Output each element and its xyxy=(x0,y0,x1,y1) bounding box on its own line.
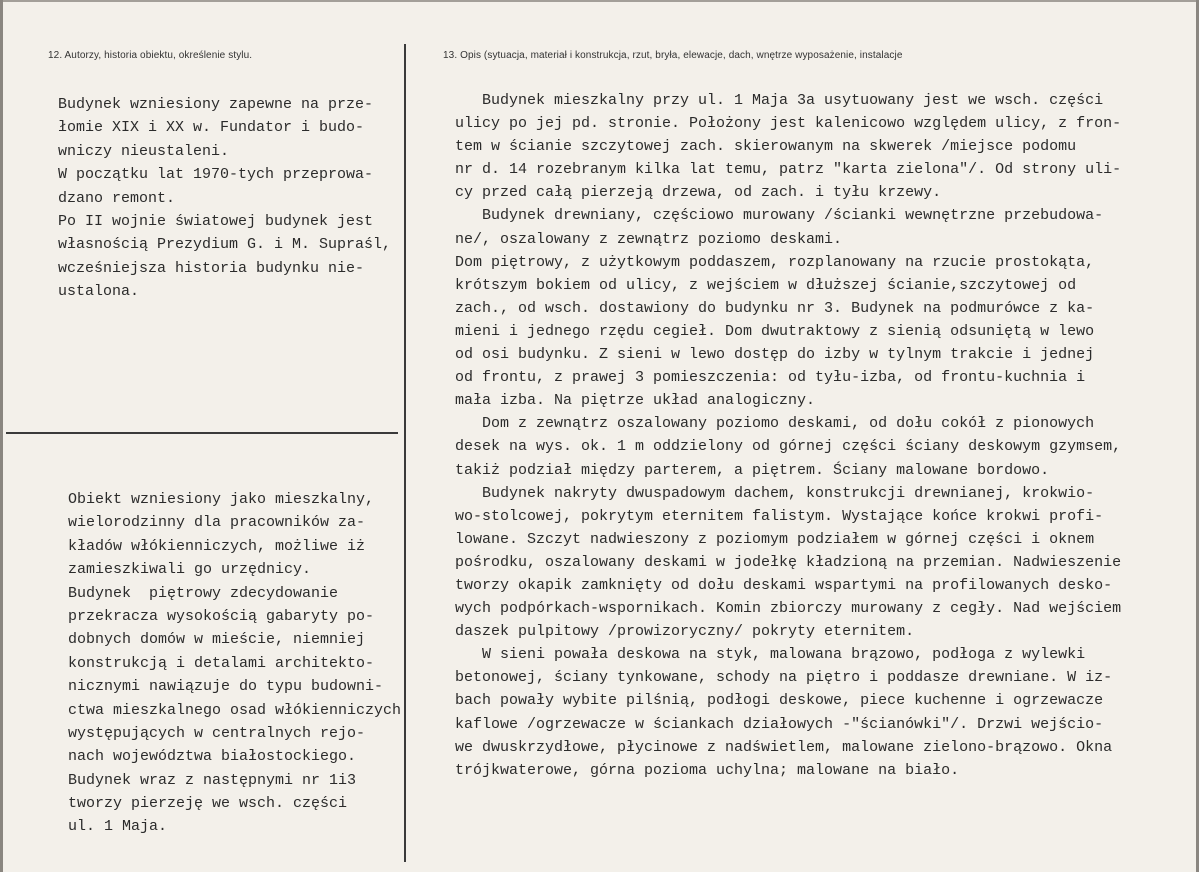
text-line: Budynek piętrowy zdecydowanie xyxy=(68,584,339,602)
text-line: wniczy nieustaleni. xyxy=(58,142,230,160)
text-line: zamieszkiwali go urzędnicy. xyxy=(68,561,312,579)
text-line: pośrodku, oszalowany deskami w jodełkę kładzioną na przemian. Nadwieszenie xyxy=(455,553,1122,571)
text-line: dzano remont. xyxy=(58,189,176,207)
text-line: zach., od wsch. dostawiony do budynku nr 3. Budynek na podmurówce z ka- xyxy=(455,299,1095,317)
history-text-block xyxy=(58,93,391,304)
text-line: własnością Prezydium G. i M. Supraśl, xyxy=(58,236,392,254)
text-line: od frontu, z prawej 3 pomieszczenia: od tyłu-izba, od frontu-kuchnia i xyxy=(455,369,1086,387)
text-line: ulicy po jej pd. stronie. Położony jest kalenicowo względem ulicy, z fron- xyxy=(455,115,1122,133)
text-line: Dom z zewnątrz oszalowany poziomo deskami, od dołu cokół z pionowych xyxy=(455,415,1095,433)
text-line: mieni i jednego rzędu cegieł. Dom dwutraktowy z sienią odsuniętą w lewo xyxy=(455,322,1095,340)
text-line: Budynek wraz z następnymi nr 1i3 xyxy=(68,771,357,789)
text-line: ne/, oszalowany z zewnątrz poziomo deskami. xyxy=(455,230,843,248)
text-line: desek na wys. ok. 1 m oddzielony od górnej części ściany deskowym gzymsem, xyxy=(455,438,1122,456)
sheet-top-edge xyxy=(0,0,1199,2)
text-line: dobnych domów w mieście, niemniej xyxy=(68,631,366,649)
text-line: nach województwa białostockiego. xyxy=(68,748,357,766)
text-line: W sieni powała deskowa na styk, malowana brązowo, podłoga z wylewki xyxy=(455,646,1086,664)
text-line: bach powały wybite pilśnią, podłogi deskowe, piece kuchenne i ogrzewacze xyxy=(455,692,1104,710)
text-line: Dom piętrowy, z użytkowym poddaszem, rozplanowany na rzucie prostokąta, xyxy=(455,253,1095,271)
text-line: trójkwaterowe, górna pozioma uchylna; malowane na biało. xyxy=(455,761,960,779)
text-line: we dwuskrzydłowe, płycinowe z nadświetlem, malowane zielono-brązowo. Okna xyxy=(455,738,1113,756)
text-line: betonowej, ściany tynkowane, schody na piętro i poddasze drewniane. W iz- xyxy=(455,669,1113,687)
text-line: wo-stolcowej, pokrytym eternitem falistym. Wystające końce krokwi profi- xyxy=(455,507,1104,525)
text-line: Budynek nakryty dwuspadowym dachem, konstrukcji drewnianej, krokwio- xyxy=(455,484,1095,502)
text-line: tworzy pierzeję we wsch. części xyxy=(68,795,348,813)
section-divider xyxy=(6,432,398,434)
text-line: tworzy okapik zamknięty od dołu deskami wspartymi na profilowanych desko- xyxy=(455,576,1113,594)
text-line: Budynek mieszkalny przy ul. 1 Maja 3a usytuowany jest we wsch. części xyxy=(455,92,1104,109)
text-line: Po II wojnie światowej budynek jest xyxy=(58,212,374,230)
text-line: kładów włókienniczych, możliwe iż xyxy=(68,537,366,555)
text-line: krótszym bokiem od ulicy, z wejściem w dłuższej ścianie,szczytowej od xyxy=(455,276,1077,294)
text-line: ustalona. xyxy=(58,283,140,301)
column-divider xyxy=(404,44,406,862)
header-field-13: 13. Opis (sytuacja, materiał i konstrukcja, rzut, bryła, elewacje, dach, wnętrze wyposażenie, instalacje xyxy=(443,50,903,61)
text-line: łomie XIX i XX w. Fundator i budo- xyxy=(58,119,365,137)
sheet-left-edge xyxy=(0,0,3,872)
text-line: nicznymi nawiązuje do typu budowni- xyxy=(68,678,384,696)
text-line: wcześniejsza historia budynku nie- xyxy=(58,259,365,277)
text-line: wych podpórkach-wspornikach. Komin zbiorczy murowany z cegły. Nad wejściem xyxy=(455,600,1122,618)
text-line: cy przed całą pierzeją drzewa, od zach. i tyłu krzewy. xyxy=(455,184,942,202)
text-line: Budynek wzniesiony zapewne na prze- xyxy=(58,96,374,113)
text-line: przekracza wysokością gabaryty po- xyxy=(68,607,375,625)
description-text-block xyxy=(455,89,1121,782)
text-line: konstrukcją i detalami architekto- xyxy=(68,654,375,672)
text-line: ctwa mieszkalnego osad włókienniczych xyxy=(68,701,402,719)
text-line: ul. 1 Maja. xyxy=(68,818,168,836)
text-line: kaflowe /ogrzewacze w ściankach działowych -"ścianówki"/. Drzwi wejścio- xyxy=(455,715,1104,733)
text-line: W początku lat 1970-tych przeprowa- xyxy=(58,166,374,184)
text-line: od osi budynku. Z sieni w lewo dostęp do izby w tylnym trakcie i jednej xyxy=(455,346,1095,364)
style-text-block xyxy=(68,488,401,839)
header-field-12: 12. Autorzy, historia obiektu, określenie stylu. xyxy=(48,50,253,61)
text-line: mała izba. Na piętrze układ analogiczny. xyxy=(455,392,816,410)
text-line: nr d. 14 rozebranym kilka lat temu, patrz "karta zielona"/. Od strony uli- xyxy=(455,161,1122,179)
text-line: występujących w centralnych rejo- xyxy=(68,724,366,742)
text-line: wielorodzinny dla pracowników za- xyxy=(68,514,366,532)
text-line: daszek pulpitowy /prowizoryczny/ pokryty eternitem. xyxy=(455,623,915,641)
text-line: Obiekt wzniesiony jako mieszkalny, xyxy=(68,491,375,508)
text-line: Budynek drewniany, częściowo murowany /ścianki wewnętrzne przebudowa- xyxy=(455,207,1104,225)
text-line: takiż podział między parterem, a piętrem. Ściany malowane bordowo. xyxy=(455,461,1050,479)
text-line: lowane. Szczyt nadwieszony z poziomym podziałem w górnej części i oknem xyxy=(455,530,1095,548)
text-line: tem w ścianie szczytowej zach. skierowanym na skwerek /miejsce podomu xyxy=(455,138,1077,156)
